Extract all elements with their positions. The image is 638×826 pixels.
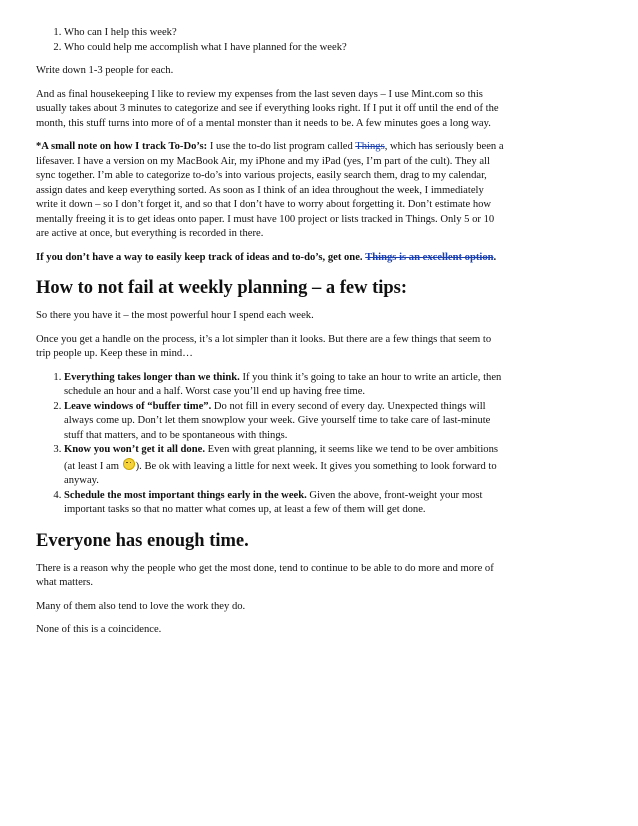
intro-question-list <box>36 26 506 55</box>
tip-item <box>64 371 506 400</box>
tip-item <box>64 443 506 489</box>
coincidence-paragraph: None of this is a coincidence. <box>36 624 162 635</box>
list-item: 2. Who could help me accomplish what I have planned for the week? <box>64 41 506 56</box>
tip-title: Leave windows of “buffer time”. <box>64 400 212 412</box>
things-link[interactable]: Things <box>355 141 385 152</box>
tip-title: Know you won’t get it all done. <box>64 444 205 455</box>
smiley-emoji-icon <box>123 458 135 470</box>
tip-title: Everything takes longer than we think. <box>64 371 240 383</box>
call-to-action-paragraph <box>36 251 506 266</box>
write-down-paragraph: Write down 1-3 people for each. <box>36 65 174 76</box>
call-to-action-period: . <box>493 251 497 263</box>
tip-text: Even with great planning, it seems like we tend to be over ambitions (at least I am <box>64 444 498 472</box>
handle-process-paragraph: Once you get a handle on the process, it’s a lot simpler than it looks. But there are a few things that seem to trip people up. Keep these in mind… <box>36 333 492 359</box>
housekeeping-paragraph: And as final housekeeping I like to review my expenses from the last seven days – I use Mint.com so this usually takes about 3 minutes to categorize and see if everything looks right. If I put it off until the end of the month, this stuff turns into more of of a mental monster than it needs to be. A few minutes goes a long way. <box>36 88 499 129</box>
document-page <box>36 26 506 647</box>
list-item: 1. Who can I help this week? <box>64 26 506 41</box>
todo-note-text-continued: , which has seriously been a lifesaver. I have a version on my MacBook Air, my iPhone and my iPad (yes, I’m part of the cult). They all sync together. I’m able to categorize to-do’s into various projects, easily search them, drag to my calendar, assign dates and keep everything sorted. As soon as I think of an idea throughout the week, I immediately write it down – so I don’t forget it, and so that I don’t have to worry about forgetting it. Don’t estimate how mentally freeing it is to get ideas onto paper. I must have 100 project or lists tracked in Things. Only 5 or 10 are active at once, but everything is recorded in there. <box>36 141 504 239</box>
tip-title: Schedule the most important things early in the week. <box>64 489 307 501</box>
todo-note-paragraph <box>36 140 506 242</box>
tip-text-continued: ). Be ok with leaving a little for next week. It gives you something to look forward to anyway. <box>64 460 497 486</box>
tip-item <box>64 400 506 444</box>
call-to-action-text: If you don’t have a way to easily keep track of ideas and to-do’s, get one. <box>36 251 363 263</box>
tips-heading: How to not fail at weekly planning – a few tips: <box>36 278 408 298</box>
tip-item <box>64 489 506 518</box>
tip-text: Do not fill in every second of every day. Unexpected things will always come up. Don’t let them snowplow your week. Give yourself time to take care of last-minute stuff that matters, and to be spontaneous with things. <box>64 400 491 441</box>
tip-text: If you think it’s going to take an hour to write an article, then schedule an hour and a half. Worst case you’ll end up having free time. <box>64 371 502 397</box>
tips-list <box>36 371 506 518</box>
things-option-link[interactable]: Things is an excellent option <box>365 251 494 263</box>
enough-time-heading: Everyone has enough time. <box>36 530 249 551</box>
todo-note-text: I use the to-do list program called <box>207 141 356 152</box>
reason-paragraph: There is a reason why the people who get the most done, tend to continue to be able to do more and more of what matters. <box>36 562 494 588</box>
tip-text: Given the above, front-weight your most important tasks so that no matter what comes up, at least a few of them will get done. <box>64 489 483 515</box>
love-work-paragraph: Many of them also tend to love the work they do. <box>36 600 246 612</box>
todo-note-lead: *A small note on how I track To-Do’s: <box>36 141 208 152</box>
powerful-hour-paragraph: So there you have it – the most powerful hour I spend each week. <box>36 310 314 321</box>
